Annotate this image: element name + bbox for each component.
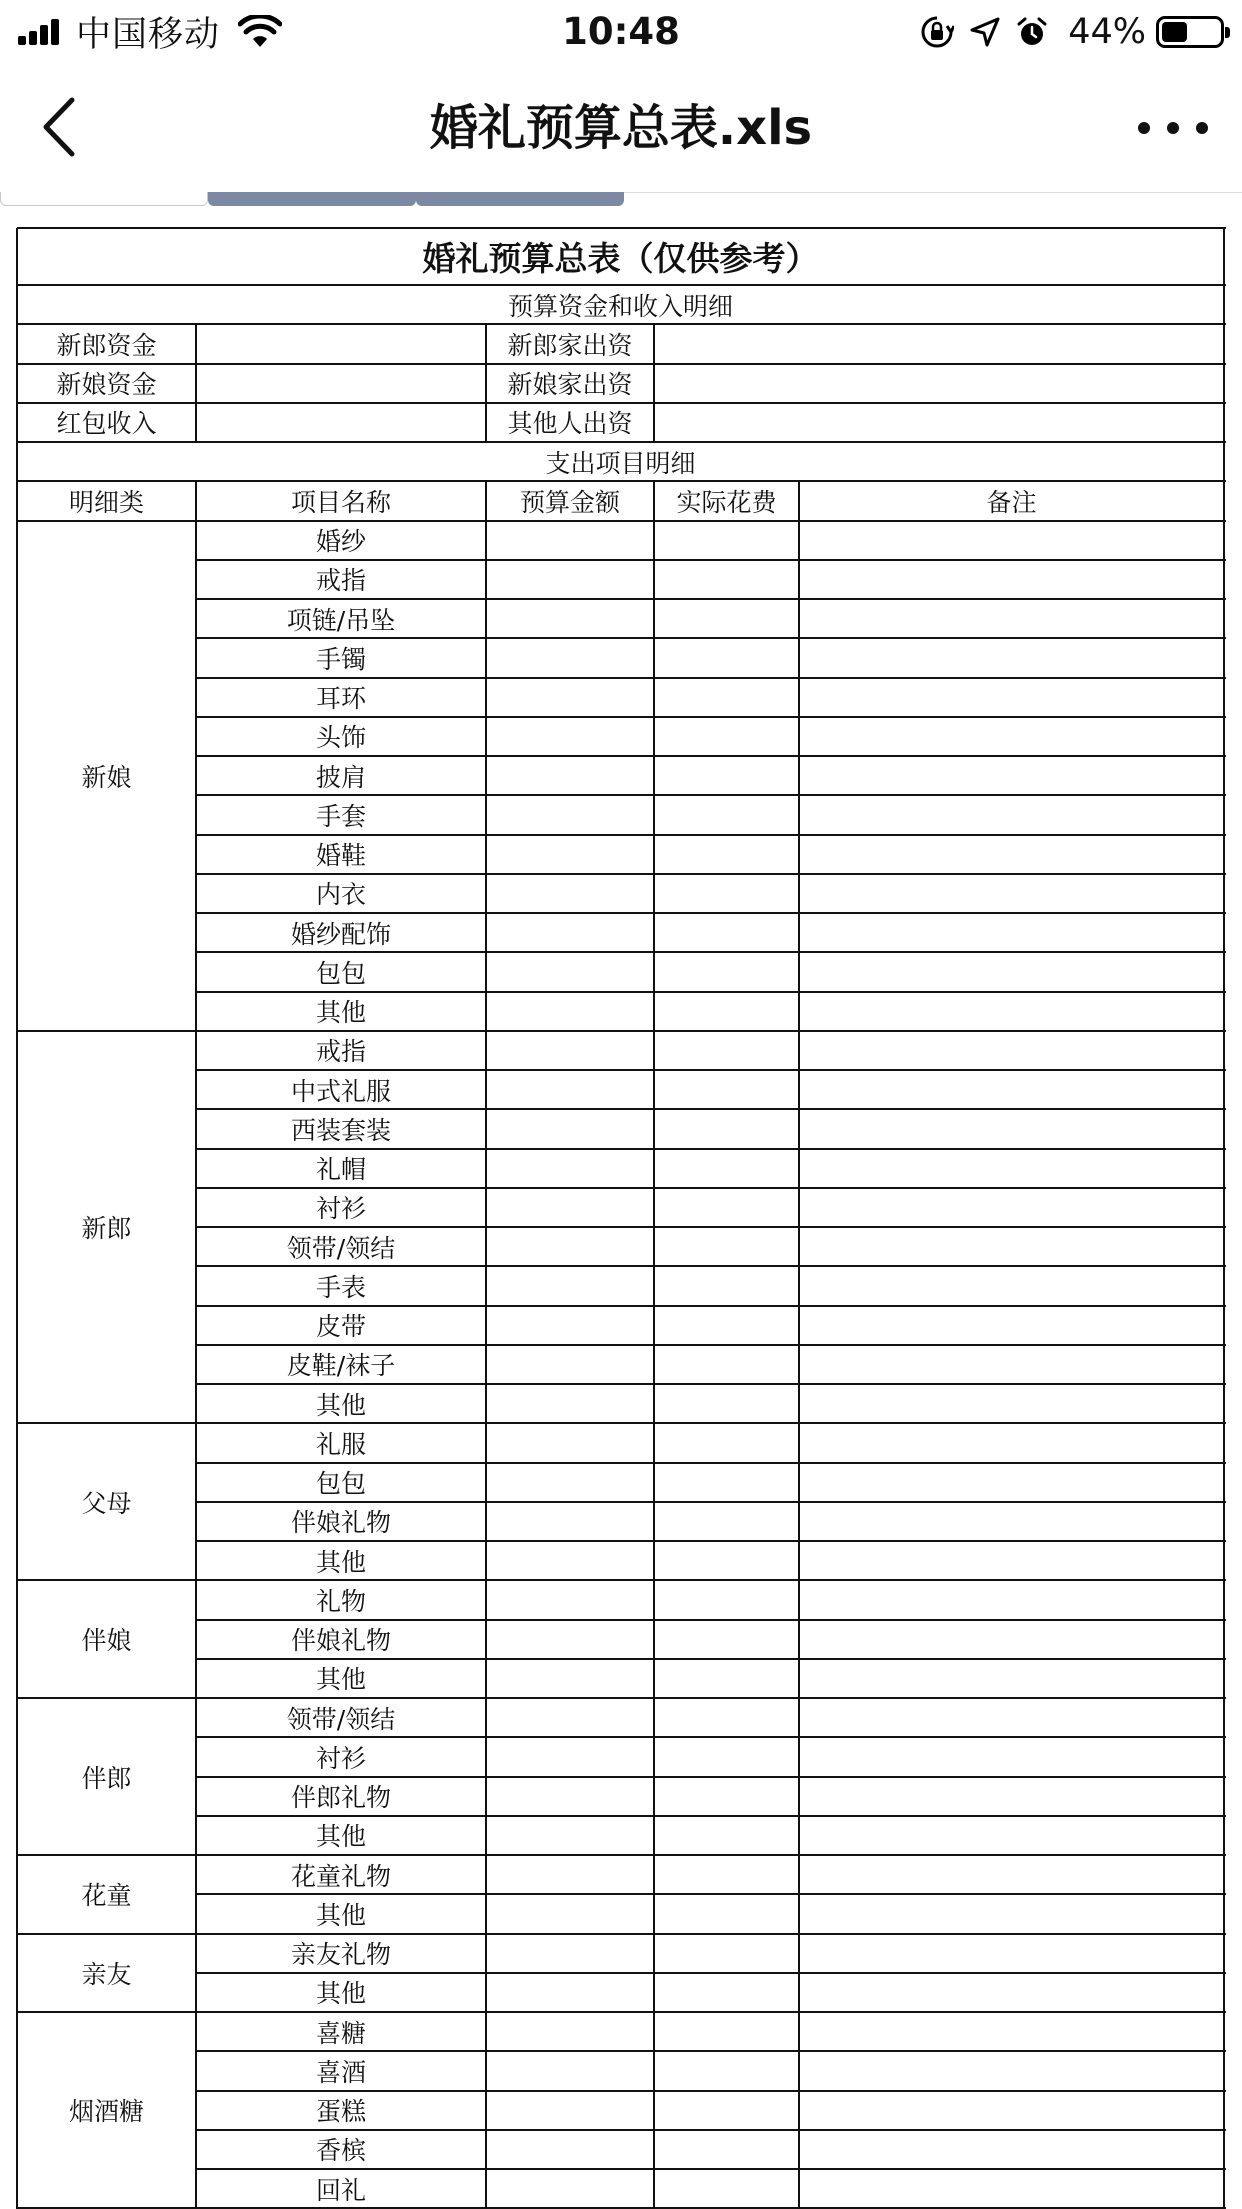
- notes-cell[interactable]: [799, 1777, 1224, 1816]
- notes-cell[interactable]: [799, 1345, 1224, 1384]
- income-value[interactable]: [654, 364, 1224, 403]
- actual-cell[interactable]: [654, 1698, 799, 1737]
- item-name[interactable]: 中式礼服: [290, 1076, 391, 1106]
- budget-cell[interactable]: [486, 1109, 654, 1148]
- item-name[interactable]: 项链/吊坠: [286, 605, 396, 635]
- item-name[interactable]: 伴娘礼物: [290, 1508, 391, 1538]
- actual-cell[interactable]: [654, 1109, 799, 1148]
- notes-cell[interactable]: [799, 1894, 1224, 1933]
- actual-cell[interactable]: [654, 913, 799, 952]
- budget-cell[interactable]: [486, 1934, 654, 1973]
- notes-cell[interactable]: [799, 1031, 1224, 1070]
- budget-cell[interactable]: [486, 835, 654, 874]
- actual-cell[interactable]: [654, 795, 799, 834]
- notes-cell[interactable]: [799, 678, 1224, 717]
- item-name[interactable]: 婚鞋: [315, 841, 366, 871]
- income-label[interactable]: 新娘资金: [56, 370, 157, 400]
- category-cell[interactable]: 新郎: [81, 1214, 132, 1243]
- item-name[interactable]: 礼帽: [315, 1155, 366, 1185]
- item-name[interactable]: 内衣: [315, 880, 366, 910]
- notes-cell[interactable]: [799, 2130, 1224, 2169]
- income-value[interactable]: [196, 364, 486, 403]
- category-cell[interactable]: 亲友: [81, 1959, 132, 1989]
- actual-cell[interactable]: [654, 1777, 799, 1816]
- grid-line: [17, 227, 1226, 229]
- budget-cell[interactable]: [486, 599, 654, 638]
- notes-cell[interactable]: [799, 560, 1224, 599]
- category-cell[interactable]: 伴娘: [81, 1626, 132, 1656]
- income-label[interactable]: 其他人出资: [507, 409, 633, 439]
- item-name[interactable]: 衬衫: [315, 1743, 366, 1773]
- income-value[interactable]: [654, 403, 1224, 442]
- budget-cell[interactable]: [486, 1266, 654, 1305]
- actual-cell[interactable]: [654, 1855, 799, 1894]
- budget-cell[interactable]: [486, 1031, 654, 1070]
- actual-cell[interactable]: [654, 1306, 799, 1345]
- actual-cell[interactable]: [654, 756, 799, 795]
- item-name[interactable]: 包包: [315, 1469, 366, 1499]
- item-name[interactable]: 蛋糕: [315, 2097, 366, 2127]
- notes-cell[interactable]: [799, 1934, 1224, 1973]
- actual-cell[interactable]: [654, 1816, 799, 1855]
- item-name[interactable]: 领带/领结: [286, 1233, 396, 1263]
- income-label[interactable]: 新郎家出资: [507, 330, 633, 360]
- actual-cell[interactable]: [654, 1384, 799, 1423]
- actual-cell[interactable]: [654, 1188, 799, 1227]
- item-name[interactable]: 头饰: [315, 723, 366, 753]
- budget-cell[interactable]: [486, 2012, 654, 2051]
- notes-cell[interactable]: [799, 1698, 1224, 1737]
- item-name[interactable]: 西装套装: [290, 1115, 391, 1145]
- notes-cell[interactable]: [799, 1541, 1224, 1580]
- budget-cell[interactable]: [486, 1894, 654, 1933]
- actual-cell[interactable]: [654, 1502, 799, 1541]
- header-actual[interactable]: 实际花费: [676, 487, 777, 517]
- document-title: 婚礼预算总表.xls: [429, 100, 813, 156]
- notes-cell[interactable]: [799, 756, 1224, 795]
- budget-cell[interactable]: [486, 1698, 654, 1737]
- budget-cell[interactable]: [486, 1816, 654, 1855]
- notes-cell[interactable]: [799, 1502, 1224, 1541]
- actual-cell[interactable]: [654, 1934, 799, 1973]
- notes-cell[interactable]: [799, 2051, 1224, 2090]
- item-name[interactable]: 其他: [315, 1665, 366, 1695]
- budget-cell[interactable]: [486, 1384, 654, 1423]
- notes-cell[interactable]: [799, 1855, 1224, 1894]
- budget-cell[interactable]: [486, 1463, 654, 1502]
- item-name[interactable]: 皮鞋/袜子: [286, 1351, 396, 1381]
- budget-cell[interactable]: [486, 992, 654, 1031]
- budget-cell[interactable]: [486, 1855, 654, 1894]
- income-section-header[interactable]: 预算资金和收入明细: [507, 291, 733, 321]
- item-name[interactable]: 回礼: [315, 2175, 366, 2205]
- notes-cell[interactable]: [799, 874, 1224, 913]
- item-name[interactable]: 香槟: [315, 2136, 366, 2166]
- item-name[interactable]: 婚纱配饰: [290, 919, 391, 949]
- budget-cell[interactable]: [486, 795, 654, 834]
- income-label[interactable]: 红包收入: [56, 409, 157, 439]
- notes-cell[interactable]: [799, 1188, 1224, 1227]
- actual-cell[interactable]: [654, 1031, 799, 1070]
- notes-cell[interactable]: [799, 1620, 1224, 1659]
- item-name[interactable]: 婚纱: [315, 527, 366, 557]
- actual-cell[interactable]: [654, 2051, 799, 2090]
- item-name[interactable]: 耳环: [315, 684, 366, 714]
- item-name[interactable]: 手表: [315, 1272, 366, 1302]
- budget-cell[interactable]: [486, 756, 654, 795]
- actual-cell[interactable]: [654, 1463, 799, 1502]
- item-name[interactable]: 花童礼物: [290, 1861, 391, 1891]
- notes-cell[interactable]: [799, 795, 1224, 834]
- actual-cell[interactable]: [654, 1973, 799, 2012]
- budget-cell[interactable]: [486, 2091, 654, 2130]
- actual-cell[interactable]: [654, 717, 799, 756]
- actual-cell[interactable]: [654, 1149, 799, 1188]
- item-name[interactable]: 戒指: [315, 1037, 366, 1067]
- notes-cell[interactable]: [799, 1384, 1224, 1423]
- notes-cell[interactable]: [799, 1306, 1224, 1345]
- item-name[interactable]: 礼物: [315, 1586, 366, 1616]
- actual-cell[interactable]: [654, 599, 799, 638]
- actual-cell[interactable]: [654, 2130, 799, 2169]
- actual-cell[interactable]: [654, 638, 799, 677]
- budget-cell[interactable]: [486, 952, 654, 991]
- actual-cell[interactable]: [654, 1737, 799, 1776]
- grid-line: [16, 228, 18, 2209]
- budget-cell[interactable]: [486, 1620, 654, 1659]
- notes-cell[interactable]: [799, 521, 1224, 560]
- grid-line: [195, 481, 197, 2209]
- notes-cell[interactable]: [799, 1463, 1224, 1502]
- item-name[interactable]: 其他: [315, 1822, 366, 1852]
- item-name[interactable]: 领带/领结: [286, 1704, 396, 1734]
- notes-cell[interactable]: [799, 2012, 1224, 2051]
- budget-cell[interactable]: [486, 560, 654, 599]
- notes-cell[interactable]: [799, 599, 1224, 638]
- actual-cell[interactable]: [654, 2012, 799, 2051]
- item-name[interactable]: 其他: [315, 998, 366, 1028]
- notes-cell[interactable]: [799, 2091, 1224, 2130]
- grid-line: [485, 324, 487, 443]
- item-name[interactable]: 手镯: [315, 644, 366, 674]
- grid-line: [653, 481, 655, 2209]
- grid-line: [653, 324, 655, 443]
- item-name[interactable]: 其他: [315, 1900, 366, 1930]
- notes-cell[interactable]: [799, 1580, 1224, 1619]
- item-name[interactable]: 喜糖: [315, 2018, 366, 2048]
- budget-cell[interactable]: [486, 521, 654, 560]
- actual-cell[interactable]: [654, 1227, 799, 1266]
- header-item-name[interactable]: 项目名称: [290, 487, 391, 517]
- actual-cell[interactable]: [654, 952, 799, 991]
- item-name[interactable]: 伴郎礼物: [290, 1783, 391, 1813]
- item-name[interactable]: 披肩: [315, 762, 366, 792]
- budget-cell[interactable]: [486, 1345, 654, 1384]
- income-label[interactable]: 新娘家出资: [507, 370, 633, 400]
- item-name[interactable]: 包包: [315, 958, 366, 988]
- actual-cell[interactable]: [654, 1345, 799, 1384]
- budget-cell[interactable]: [486, 1227, 654, 1266]
- actual-cell[interactable]: [654, 560, 799, 599]
- actual-cell[interactable]: [654, 1580, 799, 1619]
- budget-cell[interactable]: [486, 1188, 654, 1227]
- budget-cell[interactable]: [486, 2051, 654, 2090]
- actual-cell[interactable]: [654, 1541, 799, 1580]
- actual-cell[interactable]: [654, 1266, 799, 1305]
- budget-cell[interactable]: [486, 1423, 654, 1462]
- grid-line: [485, 481, 487, 2209]
- item-name[interactable]: 其他: [315, 1390, 366, 1420]
- actual-cell[interactable]: [654, 1070, 799, 1109]
- budget-cell[interactable]: [486, 638, 654, 677]
- notes-cell[interactable]: [799, 1423, 1224, 1462]
- status-time: 10:48: [562, 10, 680, 53]
- notes-cell[interactable]: [799, 1737, 1224, 1776]
- header-category[interactable]: 明细类: [68, 487, 144, 517]
- budget-cell[interactable]: [486, 1737, 654, 1776]
- notes-cell[interactable]: [799, 717, 1224, 756]
- budget-cell[interactable]: [486, 1541, 654, 1580]
- income-value[interactable]: [654, 324, 1224, 363]
- notes-cell[interactable]: [799, 2169, 1224, 2208]
- item-name[interactable]: 亲友礼物: [290, 1940, 391, 1970]
- actual-cell[interactable]: [654, 992, 799, 1031]
- budget-cell[interactable]: [486, 913, 654, 952]
- item-name[interactable]: 戒指: [315, 566, 366, 596]
- item-name[interactable]: 其他: [315, 1547, 366, 1577]
- actual-cell[interactable]: [654, 1423, 799, 1462]
- notes-cell[interactable]: [799, 952, 1224, 991]
- notes-cell[interactable]: [799, 1070, 1224, 1109]
- notes-cell[interactable]: [799, 1973, 1224, 2012]
- income-value[interactable]: [196, 403, 486, 442]
- income-label[interactable]: 新郎资金: [56, 330, 157, 360]
- actual-cell[interactable]: [654, 1659, 799, 1698]
- budget-cell[interactable]: [486, 2130, 654, 2169]
- item-name[interactable]: 皮带: [315, 1312, 366, 1342]
- header-notes[interactable]: 备注: [986, 487, 1037, 517]
- budget-cell[interactable]: [486, 1149, 654, 1188]
- item-name[interactable]: 礼服: [315, 1429, 366, 1459]
- category-cell[interactable]: 父母: [81, 1488, 132, 1518]
- notes-cell[interactable]: [799, 992, 1224, 1031]
- notes-cell[interactable]: [799, 638, 1224, 677]
- carrier-name: 中国移动: [76, 15, 221, 55]
- category-cell[interactable]: 伴郎: [81, 1763, 132, 1793]
- budget-cell[interactable]: [486, 1070, 654, 1109]
- grid-line: [195, 324, 197, 443]
- category-cell[interactable]: 烟酒糖: [68, 2097, 144, 2127]
- notes-cell[interactable]: [799, 913, 1224, 952]
- budget-cell[interactable]: [486, 2169, 654, 2208]
- actual-cell[interactable]: [654, 1620, 799, 1659]
- item-name[interactable]: 衬衫: [315, 1194, 366, 1224]
- grid-line: [1223, 228, 1225, 2209]
- sheet-title-cell[interactable]: 婚礼预算总表（仅供参考）: [422, 239, 819, 278]
- actual-cell[interactable]: [654, 835, 799, 874]
- header-budget[interactable]: 预算金额: [519, 487, 620, 517]
- income-value[interactable]: [196, 324, 486, 363]
- notes-cell[interactable]: [799, 1659, 1224, 1698]
- actual-cell[interactable]: [654, 678, 799, 717]
- budget-cell[interactable]: [486, 1659, 654, 1698]
- notes-cell[interactable]: [799, 835, 1224, 874]
- battery-percent: 44%: [1068, 12, 1146, 52]
- item-name[interactable]: 手套: [315, 801, 366, 831]
- budget-cell[interactable]: [486, 1306, 654, 1345]
- actual-cell[interactable]: [654, 2091, 799, 2130]
- item-name[interactable]: 伴娘礼物: [290, 1626, 391, 1656]
- expense-section-header[interactable]: 支出项目明细: [545, 448, 696, 478]
- actual-cell[interactable]: [654, 874, 799, 913]
- budget-cell[interactable]: [486, 1580, 654, 1619]
- notes-cell[interactable]: [799, 1109, 1224, 1148]
- budget-cell[interactable]: [486, 717, 654, 756]
- actual-cell[interactable]: [654, 1894, 799, 1933]
- budget-cell[interactable]: [486, 678, 654, 717]
- notes-cell[interactable]: [799, 1266, 1224, 1305]
- category-cell[interactable]: 花童: [81, 1881, 132, 1911]
- notes-cell[interactable]: [799, 1227, 1224, 1266]
- grid-line: [798, 481, 800, 2209]
- actual-cell[interactable]: [654, 521, 799, 560]
- category-cell[interactable]: 新娘: [81, 762, 132, 792]
- actual-cell[interactable]: [654, 2169, 799, 2208]
- notes-cell[interactable]: [799, 1816, 1224, 1855]
- notes-cell[interactable]: [799, 1149, 1224, 1188]
- item-name[interactable]: 其他: [315, 1979, 366, 2009]
- budget-cell[interactable]: [486, 1973, 654, 2012]
- budget-cell[interactable]: [486, 1777, 654, 1816]
- item-name[interactable]: 喜酒: [315, 2057, 366, 2087]
- budget-cell[interactable]: [486, 1502, 654, 1541]
- budget-cell[interactable]: [486, 874, 654, 913]
